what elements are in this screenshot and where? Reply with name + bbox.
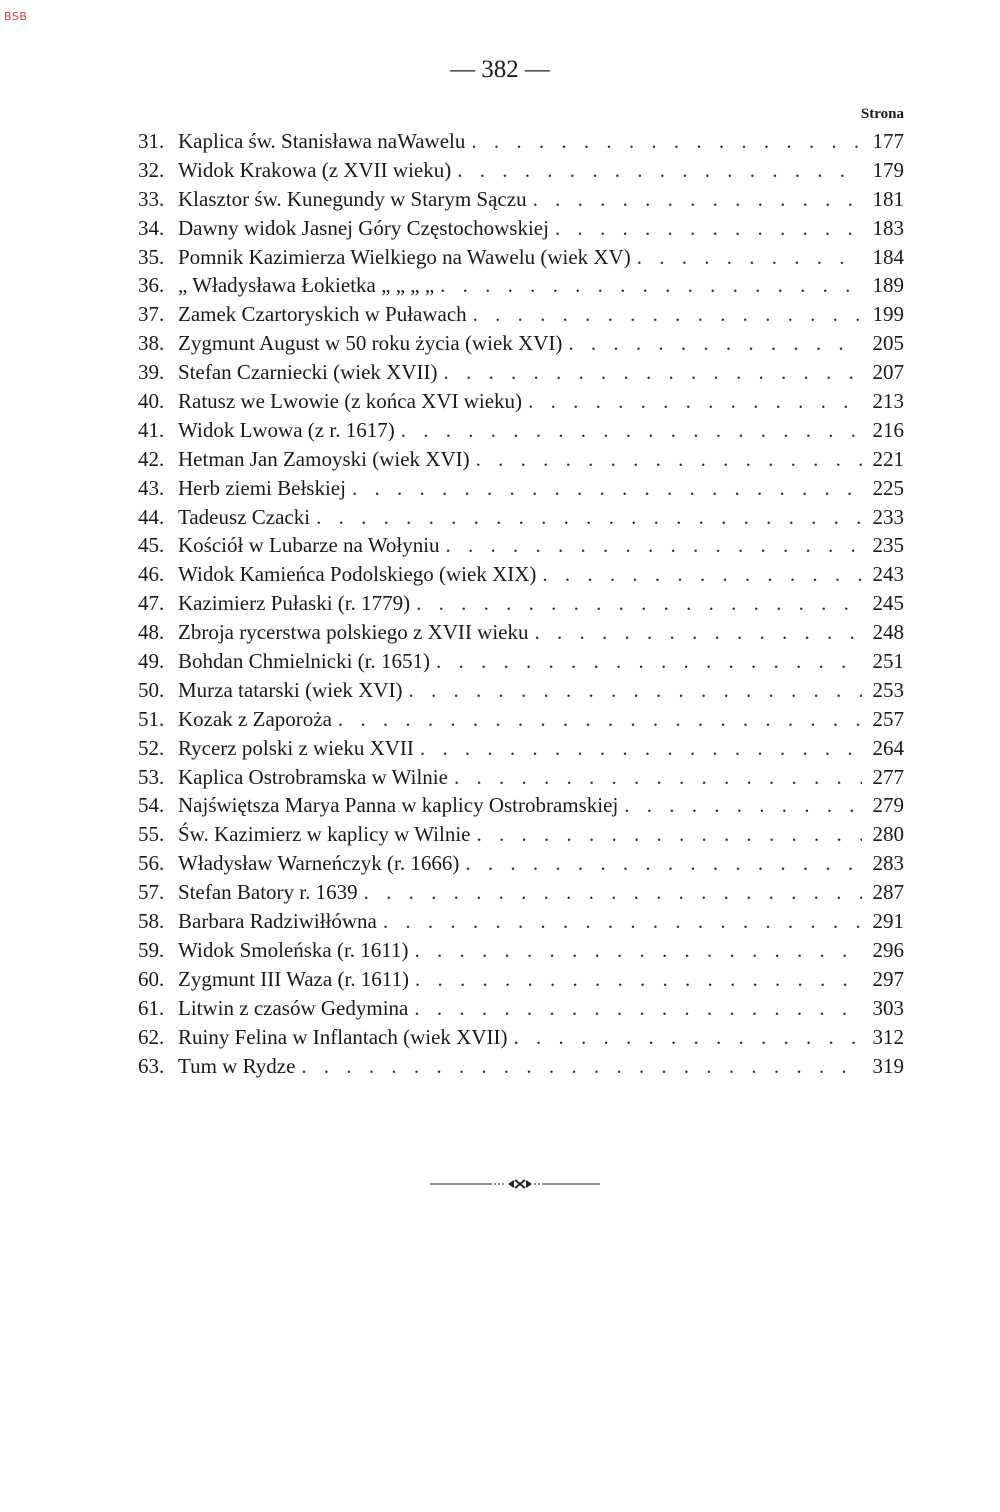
entry-title: Bohdan Chmielnicki (r. 1651) [178,649,430,674]
entry-title: Kozak z Zaporoża [178,706,332,731]
dot-leader [448,763,862,792]
dot-leader [295,1052,862,1081]
toc-entry [138,676,904,705]
toc-entry [138,243,904,272]
dot-leader [410,589,862,618]
entry-page-number: 253 [872,677,904,702]
entry-title: Najświętsza Marya Panna w kaplicy Ostrobramskiej [178,793,619,818]
entry-number: 53. [138,764,165,789]
toc-entry [138,127,904,156]
dot-leader [467,300,862,329]
entry-page-number: 205 [872,331,904,356]
entry-page-number: 291 [872,909,904,934]
entry-page-number: 280 [872,822,904,847]
entry-title: „ Władysława Łokietka „ „ „ „ [178,273,435,298]
toc-entry [138,878,904,907]
entry-number: 37. [138,302,165,327]
dot-leader [332,705,862,734]
entry-title: Kaplica św. Stanisława naWawelu [178,129,466,153]
entry-page-number: 184 [872,244,904,269]
entry-title: Murza tatarski (wiek XVI) [178,677,403,702]
entry-title: Kazimierz Pułaski (r. 1779) [178,591,411,616]
toc-entry [138,705,904,734]
entry-page-number: 216 [872,417,904,442]
dot-leader [451,156,862,185]
entry-number: 48. [138,620,165,645]
dot-leader [440,531,862,560]
dot-leader [528,618,862,647]
dot-leader [549,214,862,243]
toc-entry [138,329,904,358]
toc-entry [138,358,904,387]
toc-entry [138,849,904,878]
entry-title: Barbara Radziwiłłówna [178,909,377,934]
entry-page-number: 233 [872,504,904,529]
entry-number: 43. [138,475,165,500]
entry-page-number: 303 [872,995,904,1020]
entry-page-number: 277 [872,764,904,789]
entry-title: Klasztor św. Kunegundy w Starym Sączu [178,186,527,211]
entry-number: 58. [138,909,165,934]
dot-leader [631,243,862,272]
dot-leader [395,416,862,445]
toc-entry [138,474,904,503]
toc-entry [138,647,904,676]
entry-page-number: 225 [872,475,904,500]
toc-entry [138,387,904,416]
entry-page-number: 297 [872,966,904,991]
entry-number: 60. [138,966,165,991]
toc-entry [138,1052,904,1081]
toc-entry [138,214,904,243]
dot-leader [409,965,862,994]
entry-title: Litwin z czasów Gedymina [178,995,409,1020]
dot-leader [618,791,862,820]
toc-entry [138,965,904,994]
entry-number: 44. [138,504,165,529]
entry-number: 49. [138,649,165,674]
dot-leader [471,820,863,849]
entry-page-number: 245 [872,591,904,616]
dot-leader [346,474,862,503]
entry-title: Rycerz polski z wieku XVII [178,735,414,760]
entry-page-number: 181 [872,186,904,211]
entry-number: 63. [138,1053,165,1078]
dot-leader [377,907,862,936]
toc-entry [138,156,904,185]
dot-leader [408,994,862,1023]
entry-title: Pomnik Kazimierza Wielkiego na Wawelu (wiek XV) [178,244,631,269]
entry-number: 38. [138,331,165,356]
page-number-header: — 382 — [450,56,550,83]
entry-page-number: 248 [872,620,904,645]
entry-page-number: 312 [872,1024,904,1049]
entry-number: 62. [138,1024,165,1049]
toc-entry [138,560,904,589]
entry-page-number: 264 [872,735,904,760]
entry-number: 45. [138,533,165,558]
entry-number: 42. [138,446,165,471]
entry-title: Kaplica Ostrobramska w Wilnie [178,764,448,789]
entry-page-number: 183 [872,215,904,240]
entry-title: Dawny widok Jasnej Góry Częstochowskiej [178,215,549,240]
dot-leader [434,271,862,300]
entry-number: 41. [138,417,165,442]
entry-number: 47. [138,591,165,616]
entry-page-number: 207 [872,360,904,385]
toc-entry [138,271,904,300]
entry-title: Kościół w Lubarze na Wołyniu [178,533,440,558]
entry-title: Stefan Czarniecki (wiek XVII) [178,360,438,385]
entry-page-number: 213 [872,389,904,414]
entry-number: 55. [138,822,165,847]
entry-title: Zbroja rycerstwa polskiego z XVII wieku [178,620,529,645]
entry-number: 36. [138,273,165,298]
entry-page-number: 243 [872,562,904,587]
dot-leader [414,734,862,763]
entry-number: 40. [138,389,165,414]
toc-entry [138,531,904,560]
dot-leader [522,387,862,416]
dot-leader [403,676,863,705]
dot-leader [459,849,862,878]
column-header-page: Strona [860,106,904,122]
entry-page-number: 177 [872,129,904,153]
entry-page-number: 221 [872,446,904,471]
entry-page-number: 251 [872,649,904,674]
entry-title: Ratusz we Lwowie (z końca XVI wieku) [178,389,523,414]
entry-number: 34. [138,215,165,240]
library-watermark: BSB [4,10,28,23]
entry-number: 39. [138,360,165,385]
entry-title: Św. Kazimierz w kaplicy w Wilnie [178,822,471,847]
toc-entry [138,416,904,445]
entry-number: 56. [138,851,165,876]
dot-leader [508,1023,863,1052]
dot-leader [437,358,862,387]
entry-page-number: 257 [872,706,904,731]
entry-number: 46. [138,562,165,587]
toc-entry [138,791,904,820]
entry-title: Widok Lwowa (z r. 1617) [178,417,395,442]
entry-page-number: 283 [872,851,904,876]
entry-number: 31. [138,129,165,153]
toc-entry [138,185,904,214]
entry-number: 61. [138,995,165,1020]
dot-leader [562,329,862,358]
end-ornament [430,1178,600,1190]
toc-entry [138,734,904,763]
entry-page-number: 189 [872,273,904,298]
toc-entry [138,445,904,474]
toc-entry [138,618,904,647]
dot-leader [536,560,862,589]
entry-title: Tadeusz Czacki [178,504,311,529]
entry-title: Zamek Czartoryskich w Puławach [178,302,467,327]
dot-leader [527,185,862,214]
entry-number: 32. [138,157,165,182]
entry-number: 54. [138,793,165,818]
entry-title: Herb ziemi Bełskiej [178,475,346,500]
entry-number: 51. [138,706,165,731]
entry-page-number: 235 [872,533,904,558]
entry-title: Widok Smoleńska (r. 1611) [178,937,409,962]
entry-title: Tum w Rydze [178,1053,296,1078]
entry-page-number: 279 [872,793,904,818]
toc-entry [138,907,904,936]
entry-number: 33. [138,186,165,211]
toc-entry [138,589,904,618]
toc-entry [138,763,904,792]
entry-number: 35. [138,244,165,269]
dot-leader [465,127,862,156]
entry-number: 57. [138,880,165,905]
dot-leader [430,647,862,676]
toc-entry [138,820,904,849]
entry-page-number: 319 [872,1053,904,1078]
entry-title: Widok Kamieńca Podolskiego (wiek XIX) [178,562,537,587]
dot-leader [409,936,862,965]
dot-leader [358,878,862,907]
entry-page-number: 179 [872,157,904,182]
entry-title: Widok Krakowa (z XVII wieku) [178,157,452,182]
entry-title: Ruiny Felina w Inflantach (wiek XVII) [178,1024,508,1049]
toc-entry [138,1023,904,1052]
entry-title: Stefan Batory r. 1639 [178,880,358,905]
entry-title: Zygmunt August w 50 roku życia (wiek XVI) [178,331,563,356]
entry-number: 59. [138,937,165,962]
entry-number: 52. [138,735,165,760]
entry-title: Hetman Jan Zamoyski (wiek XVI) [178,446,470,471]
toc-entry [138,503,904,532]
entry-title: Władysław Warneńczyk (r. 1666) [178,851,460,876]
dot-leader [470,445,862,474]
entry-page-number: 199 [872,302,904,327]
toc-entry [138,936,904,965]
toc-entry [138,300,904,329]
entry-page-number: 287 [872,880,904,905]
table-of-contents [138,127,904,1080]
dot-leader [310,503,862,532]
toc-entry [138,994,904,1023]
entry-title: Zygmunt III Waza (r. 1611) [178,966,409,991]
entry-page-number: 296 [872,937,904,962]
entry-number: 50. [138,677,165,702]
